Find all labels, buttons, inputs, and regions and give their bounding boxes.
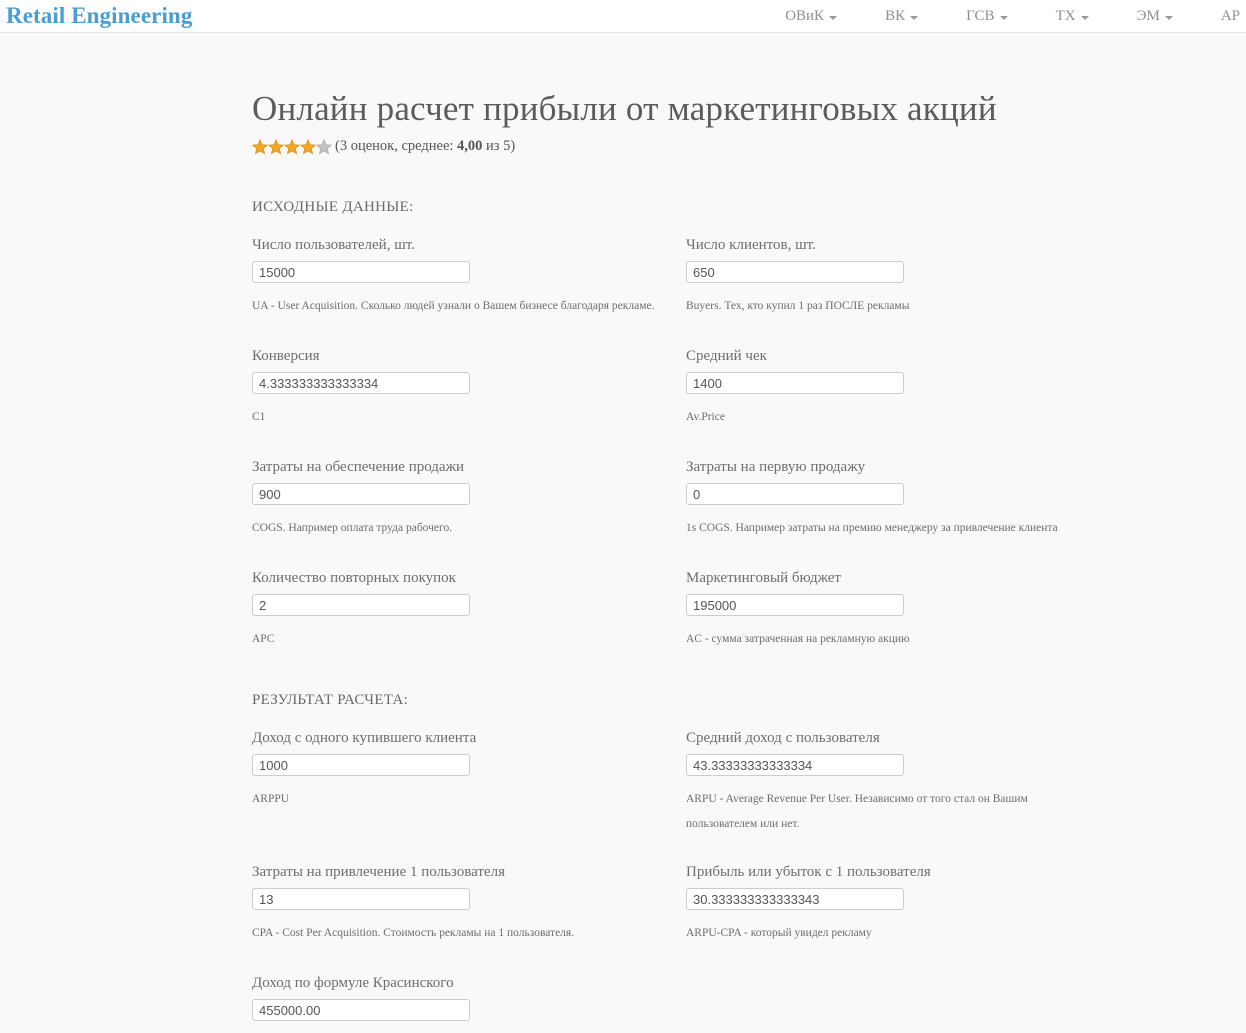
field-group-marketing-budget [686,568,1156,652]
first-sale-costs-input[interactable] [686,483,904,505]
page-title: Онлайн расчет прибыли от маркетинговых акций [252,89,997,128]
chevron-down-icon [1000,16,1008,20]
nav-item-tx[interactable] [1032,0,1113,33]
nav-item-ovik[interactable] [761,0,861,33]
star-icon-filled-2[interactable] [268,139,284,155]
field-group-revenue-per-buyer [252,728,722,812]
nav-item-vk[interactable] [861,0,942,33]
nav-item-label: ЭМ [1136,8,1160,24]
field-hint: CPA - Cost Per Acquisition. Стоимость рекламы на 1 пользователя. [252,927,575,939]
input-section-heading: ИСХОДНЫЕ ДАННЫЕ: [252,199,414,215]
field-group-users-count [252,235,722,319]
result-section-heading: РЕЗУЛЬТАТ РАСЧЕТА: [252,692,409,708]
field-hint: Av.Price [686,411,725,423]
revenue-per-buyer-input[interactable] [252,754,470,776]
field-group-conversion [252,346,722,430]
revenue-per-user-input[interactable] [686,754,904,776]
star-icon-filled-4[interactable] [300,139,316,155]
field-hint: AC - сумма затраченная на рекламную акцию [686,633,910,645]
rating-widget [234,129,1246,155]
nav-item-label: ВК [885,8,906,24]
field-label: Средний чек [686,348,767,364]
field-hint: ARPPU [252,793,290,805]
field-hint: APC [252,633,275,645]
main-content [234,33,1246,1033]
field-label: Число клиентов, шт. [686,237,816,253]
main-navigation [761,0,1246,33]
form-row [234,728,1246,843]
field-label: Средний доход с пользователя [686,730,880,746]
clients-count-input[interactable] [686,261,904,283]
field-hint: COGS. Например оплата труда рабочего. [252,522,453,534]
sale-costs-input[interactable] [252,483,470,505]
star-icon-filled-1[interactable] [252,139,268,155]
star-icon-empty-5[interactable] [316,139,332,155]
field-group-average-check [686,346,1156,430]
form-row [234,973,1246,1033]
site-header [0,0,1246,33]
field-group-clients-count [686,235,1156,319]
chevron-down-icon [910,16,918,20]
rating-stars[interactable] [252,139,332,155]
field-label: Доход по формуле Красинского [252,975,454,991]
brand-logo[interactable]: Retail Engineering [6,3,193,28]
field-label: Затраты на обеспечение продажи [252,459,464,475]
users-count-input[interactable] [252,261,470,283]
rating-summary [335,138,515,155]
field-label: Маркетинговый бюджет [686,570,841,586]
form-row [234,235,1246,327]
rating-text-before: (3 оценок, среднее: [335,138,458,154]
field-group-revenue-per-user [686,728,1156,837]
nav-item-label: АР [1220,8,1240,24]
form-row [234,568,1246,660]
nav-item-gsv[interactable] [942,0,1031,33]
field-label: Прибыль или убыток с 1 пользователя [686,864,931,880]
field-hint: Buyers. Тех, кто купил 1 раз ПОСЛЕ рекламы [686,300,910,312]
field-label: Доход с одного купившего клиента [252,730,477,746]
field-label: Затраты на первую продажу [686,459,866,475]
chevron-down-icon [1081,16,1089,20]
nav-item-ar[interactable] [1197,0,1246,33]
marketing-budget-input[interactable] [686,594,904,616]
nav-item-em[interactable] [1113,0,1197,33]
rating-value: 4,00 [457,138,483,154]
nav-item-label: ОВиК [785,8,825,24]
krasinsky-revenue-input[interactable] [252,999,470,1021]
field-group-krasinsky-revenue [252,973,722,1021]
nav-item-label: ТХ [1055,8,1076,24]
field-group-sale-costs [252,457,722,541]
rating-text-after: из 5) [482,138,516,154]
field-hint: C1 [252,411,266,423]
chevron-down-icon [829,16,837,20]
nav-item-label: ГСВ [966,8,995,24]
field-group-first-sale-costs [686,457,1156,541]
form-row [234,457,1246,549]
form-row [234,862,1246,954]
chevron-down-icon [1165,16,1173,20]
field-group-profit-per-user [686,862,1156,946]
field-group-cost-per-user [252,862,722,946]
field-group-repeat-purchases [252,568,722,652]
field-label: Количество повторных покупок [252,570,456,586]
field-label: Число пользователей, шт. [252,237,415,253]
cost-per-user-input[interactable] [252,888,470,910]
field-hint: UA - User Acquisition. Сколько людей узнали о Вашем бизнесе благодаря рекламе. [252,300,655,312]
form-row [234,346,1246,438]
conversion-input[interactable] [252,372,470,394]
field-label: Конверсия [252,348,320,364]
field-label: Затраты на привлечение 1 пользователя [252,864,505,880]
field-hint: ARPU - Average Revenue Per User. Независимо от того стал он Вашим пользователем или нет. [686,793,1028,830]
profit-per-user-input[interactable] [686,888,904,910]
average-check-input[interactable] [686,372,904,394]
field-hint: 1s COGS. Например затраты на премию менеджеру за привлечение клиента [686,522,1058,534]
repeat-purchases-input[interactable] [252,594,470,616]
field-hint: ARPU-CPA - который увидел рекламу [686,927,872,939]
star-icon-filled-3[interactable] [284,139,300,155]
